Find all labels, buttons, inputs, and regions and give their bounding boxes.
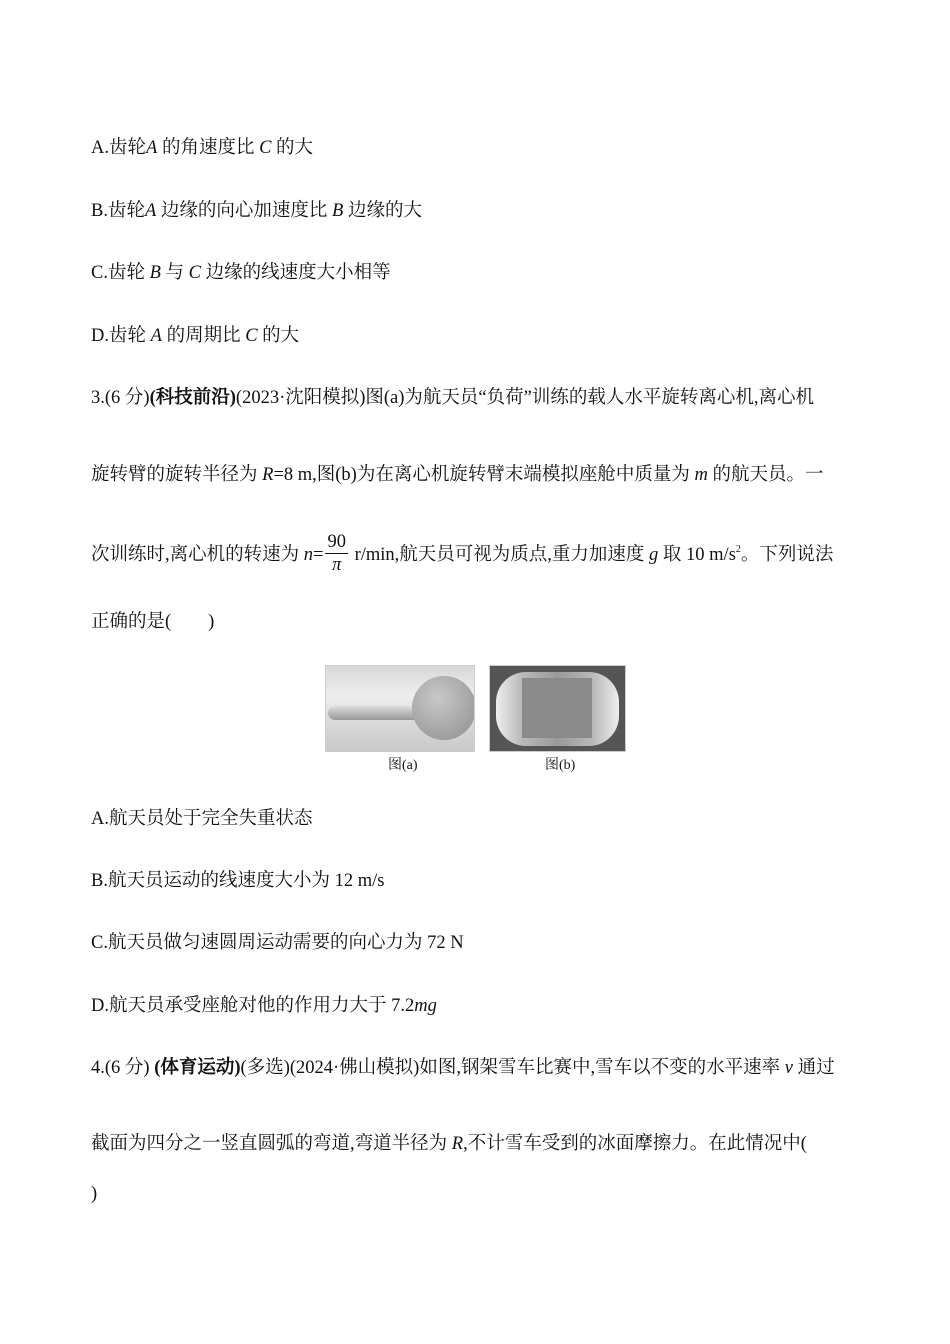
figure-b-caption: 图(b)	[545, 758, 576, 773]
fraction-numerator: 90	[327, 532, 346, 552]
text-segment: 的角速度比	[157, 138, 260, 158]
text-segment: (2023·沈阳模拟)图(a)为航天员“负荷”训练的载人水平旋转离心机,离心机	[235, 388, 814, 408]
text-line	[91, 994, 437, 1018]
cabin-photo	[489, 665, 626, 752]
text-segment: C.航天员做匀速圆周运动需要的向心力为 72 N	[91, 933, 464, 953]
text-segment: 3.(6 分)	[91, 388, 150, 408]
math-variable: B	[332, 201, 344, 221]
text-line	[91, 261, 391, 285]
text-line	[91, 199, 422, 223]
text-segment: 边缘的大	[343, 201, 422, 221]
capsule	[412, 676, 475, 740]
math-variable: B	[149, 263, 161, 283]
math-variable: v	[784, 1058, 793, 1078]
text-segment: =	[313, 544, 324, 565]
text-segment: 正确的是( )	[91, 612, 215, 632]
text-line	[91, 463, 824, 487]
text-line	[91, 386, 814, 410]
fraction	[325, 531, 348, 576]
text-segment: D.航天员承受座舱对他的作用力大于 7.2	[91, 996, 415, 1016]
text-line	[91, 1056, 835, 1080]
centrifuge-photo	[325, 665, 475, 752]
math-variable: A	[146, 138, 158, 158]
math-variable: g	[649, 544, 659, 565]
text-segment: r/min,航天员可视为质点,重力加速度	[349, 544, 650, 565]
text-line	[91, 324, 299, 348]
text-segment: C.齿轮	[91, 263, 150, 283]
text-segment: 取 10 m/s	[658, 544, 736, 565]
text-segment: 的周期比	[161, 326, 246, 346]
text-segment: 截面为四分之一竖直圆弧的弯道,弯道半径为	[91, 1134, 452, 1154]
text-segment: 与	[160, 263, 189, 283]
math-variable: n	[303, 544, 314, 565]
math-variable: A	[150, 326, 162, 346]
text-segment: 通过	[792, 1058, 835, 1078]
text-segment: D.齿轮	[91, 326, 151, 346]
math-variable: R	[451, 1134, 464, 1154]
cabin-interior	[522, 678, 592, 738]
text-line	[91, 807, 313, 831]
text-line	[91, 533, 833, 578]
text-segment: A.航天员处于完全失重状态	[91, 809, 313, 829]
text-segment: 边缘的向心加速度比	[156, 201, 333, 221]
text-segment: (多选)(2024·佛山模拟)如图,钢架雪车比赛中,雪车以不变的水平速率	[240, 1058, 785, 1078]
math-variable: R	[262, 465, 274, 485]
text-segment: B.齿轮	[91, 201, 145, 221]
text-segment: B.航天员运动的线速度大小为 12 m/s	[91, 871, 385, 891]
text-line	[91, 931, 464, 955]
math-variable: m	[694, 465, 708, 485]
superscript: 2	[735, 543, 741, 555]
bold-tag: (体育运动)	[154, 1058, 241, 1078]
text-segment: )	[91, 1184, 98, 1204]
text-segment: 。下列说法	[740, 544, 834, 565]
text-line	[91, 1182, 97, 1206]
math-variable: C	[245, 326, 258, 346]
fraction-denominator: π	[332, 555, 342, 575]
text-segment: A.齿轮	[91, 138, 146, 158]
text-segment: 旋转臂的旋转半径为	[91, 465, 263, 485]
text-line	[91, 610, 214, 634]
math-variable: mg	[414, 996, 437, 1016]
text-segment: 的大	[271, 138, 314, 158]
text-segment: =8 m,图(b)为在离心机旋转臂末端模拟座舱中质量为	[273, 465, 695, 485]
text-segment: ,不计雪车受到的冰面摩擦力。在此情况中(	[463, 1134, 807, 1154]
text-segment: 的航天员。一	[707, 465, 824, 485]
text-line	[91, 136, 313, 160]
text-line	[91, 869, 384, 893]
math-variable: A	[144, 201, 157, 221]
figure-a-caption: 图(a)	[388, 758, 418, 773]
math-variable: C	[259, 138, 272, 158]
text-segment: 4.(6 分)	[91, 1058, 155, 1078]
text-segment: 边缘的线速度大小相等	[201, 263, 391, 283]
text-line	[91, 1132, 807, 1156]
text-segment: 的大	[257, 326, 300, 346]
bold-tag: (科技前沿)	[149, 388, 236, 408]
text-segment: 次训练时,离心机的转速为	[91, 544, 304, 565]
math-variable: C	[188, 263, 202, 283]
